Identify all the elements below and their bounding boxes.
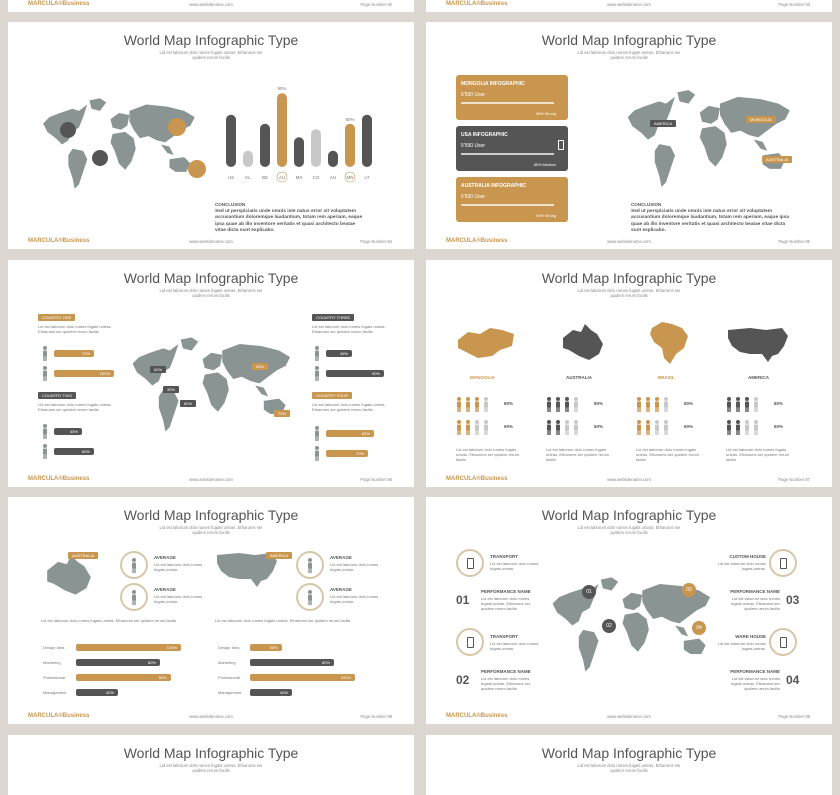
step-number: 02 (456, 673, 470, 687)
info-card-mongolia[interactable] (456, 75, 568, 120)
bar-axis-label: LT (364, 175, 370, 180)
skill-name: Design Idea (218, 645, 240, 650)
ware-house-text: Lid est laborum dolo rumes fugats untras. (717, 641, 766, 651)
url-text: www.websitename.com (189, 714, 233, 719)
bar-axis-label: MX (295, 175, 303, 180)
page-number: Page Number 92 (360, 2, 392, 7)
section-desc: Lid est laborum dolo rumes fugats untras. Etharums ser quidem rerum facilis (215, 618, 351, 623)
perf-text: Lid est laborum dolo rumes fugats untras. Etharums ser quidem rerum facilis (481, 676, 531, 691)
card-status: 65% Medium (533, 163, 556, 167)
person-icon (546, 397, 553, 412)
bar-axis-label: AU (329, 175, 337, 180)
person-icon (645, 397, 652, 412)
perf-name: PERFORMANCE NAME (730, 589, 780, 594)
slide-87[interactable] (426, 260, 832, 487)
perf-name: PERFORMANCE NAME (730, 669, 780, 674)
country-desc: Lid est laborum dolo rumes fugats untras. Etharums ser quidem rerum facilis (456, 447, 519, 462)
slide-title: World Map Infographic Type (541, 270, 717, 286)
group-tag: COUNTRY THREE (312, 314, 354, 321)
country-name: AMERICA (748, 375, 769, 380)
slide-title: World Map Infographic Type (123, 32, 299, 48)
map-marker (92, 150, 108, 166)
slide-subtitle: Lid est laborum dolo rumes fugats untras. Etharums ser quidem rerum facilis (577, 288, 681, 298)
group-desc: Lid est laborum dolo rumes fugats untras. Etharums ser quidem rerum facilis (312, 324, 386, 334)
step-number: 03 (786, 593, 800, 607)
australia-shape (559, 320, 607, 364)
map-pin: 60% (150, 366, 166, 373)
map-pin: 80% (180, 400, 196, 407)
card-title: USA INFOGRAPHIC (461, 132, 508, 138)
url-text: www.websitename.com (607, 477, 651, 482)
person-icon (314, 346, 321, 361)
person-icon (474, 420, 481, 435)
map-marker: 03 (682, 583, 696, 597)
person-icon (573, 420, 580, 435)
avatar-ring (296, 583, 324, 611)
bar-mx (294, 137, 304, 167)
step-number: 04 (786, 673, 800, 687)
people-percent: 60% (774, 424, 784, 429)
transport-icon-ring (456, 628, 484, 656)
skill-name: Design Idea (43, 645, 65, 650)
card-users: 5'590 User (461, 143, 486, 149)
person-icon (314, 446, 321, 461)
people-percent: 60% (684, 424, 694, 429)
slide-89[interactable] (426, 497, 832, 724)
bar-chart (222, 72, 382, 187)
average-label: AVERAGE (330, 555, 352, 560)
average-label: AVERAGE (154, 587, 176, 592)
conclusion-title: CONCLUSION (631, 202, 662, 207)
brazil-shape (648, 318, 690, 366)
person-icon (42, 444, 49, 459)
america-shape (726, 324, 792, 364)
slide-bottom-left[interactable] (8, 735, 414, 795)
people-percent: 80% (684, 401, 694, 406)
slide-title: World Map Infographic Type (123, 507, 299, 523)
person-icon (555, 420, 562, 435)
group-desc: Lid est laborum dolo rumes fugats untras. Etharums ser quidem rerum facilis (38, 324, 112, 334)
avatar-ring (120, 551, 148, 579)
page-number: Page Number 93 (778, 2, 810, 7)
person-icon (753, 397, 760, 412)
percent-bar: 90% (326, 370, 384, 377)
map-marker (168, 118, 186, 136)
person-icon (573, 397, 580, 412)
person-icon (744, 397, 751, 412)
url-text: www.websitename.com (607, 2, 651, 7)
bar-au (328, 151, 338, 167)
perf-text: Lid est laborum dolo rumes fugats untras. Etharums ser quidem rerum facilis (481, 596, 531, 611)
person-icon (555, 397, 562, 412)
page-number: Page Number 88 (360, 714, 392, 719)
custom-house-icon-ring (769, 549, 797, 577)
person-icon (42, 424, 49, 439)
country-name: MONGOLIA (470, 375, 495, 380)
person-icon (314, 366, 321, 381)
top-strip-slide-left (8, 0, 414, 12)
person-icon (483, 397, 490, 412)
map-marker: 02 (602, 619, 616, 633)
brand-text: MARCULA®Business (28, 238, 90, 244)
brand-text: MARCULA®Business (28, 713, 90, 719)
slide-subtitle: Lid est laborum dolo rumes fugats untras. Etharums ser quidem rerum facilis (159, 525, 263, 535)
average-text: Lid est laborum dolo rumes fugats untras. (330, 562, 379, 572)
bar-mn (345, 124, 355, 167)
map-tag-australia: AUSTRALIA (762, 156, 792, 163)
transport-icon-ring (456, 549, 484, 577)
average-label: AVERAGE (154, 555, 176, 560)
person-icon (564, 397, 571, 412)
group-tag: COUNTRY FOUR (312, 392, 352, 399)
mongolia-shape (456, 324, 518, 362)
card-status: 90% Strong (536, 214, 556, 218)
bar-us (226, 115, 236, 167)
bar-axis-label: MN (346, 175, 354, 180)
person-icon (654, 420, 661, 435)
person-icon (744, 420, 751, 435)
skill-name: Professional (43, 675, 66, 680)
person-icon (465, 420, 472, 435)
bar-axis-label: CO (312, 175, 320, 180)
person-icon (663, 397, 670, 412)
person-icon (456, 397, 463, 412)
people-percent: 60% (594, 424, 604, 429)
slide-subtitle: Lid est laborum dolo rumes fugats untras. Etharums ser quidem rerum facilis (159, 288, 263, 298)
map-marker: 04 (692, 621, 706, 635)
slide-title: World Map Infographic Type (123, 270, 299, 286)
slide-84[interactable] (8, 22, 414, 249)
ware-house-label: WARE HOUSE (735, 634, 766, 639)
country-name: AUSTRALIA (566, 375, 592, 380)
percent-bar: 65% (326, 430, 374, 437)
person-icon (654, 397, 661, 412)
brand-text: MARCULA®Business (446, 713, 508, 719)
person-icon (465, 397, 472, 412)
slide-86[interactable] (8, 260, 414, 487)
person-icon (645, 420, 652, 435)
percent-bar: 70% (54, 350, 94, 357)
top-strip-slide-right (426, 0, 832, 12)
device-icon (558, 140, 564, 150)
slide-subtitle: Lid est laborum dolo rumes fugats untras. Etharums ser quidem rerum facilis (577, 525, 681, 535)
card-status: 58% Strong (536, 112, 556, 116)
transport-label: TRANSPORT (490, 634, 518, 639)
map-marker: 01 (582, 585, 596, 599)
map-marker (60, 122, 76, 138)
world-map (36, 94, 206, 194)
person-icon (753, 420, 760, 435)
map-pin: 30% (163, 386, 179, 393)
country-desc: Lid est laborum dolo rumes fugats untras. Etharums ser quidem rerum facilis (726, 447, 789, 462)
skill-bar: 100% (250, 674, 355, 681)
card-users: 5'590 User (461, 194, 486, 200)
person-icon (735, 420, 742, 435)
people-percent: 80% (594, 401, 604, 406)
slide-title: World Map Infographic Type (541, 507, 717, 523)
percent-bar: 100% (54, 370, 114, 377)
group-desc: Lid est laborum dolo rumes fugats untras. Etharums ser quidem rerum facilis (38, 402, 112, 412)
card-progress (461, 102, 554, 104)
person-icon (636, 420, 643, 435)
slide-title: World Map Infographic Type (541, 32, 717, 48)
map-tag-america: AMERICA (650, 120, 676, 127)
page-number: Page Number 87 (778, 477, 810, 482)
url-text: www.websitename.com (607, 714, 651, 719)
transport-text: Lid est laborum dolo rumes fugats untras. (490, 561, 539, 571)
url-text: www.websitename.com (607, 239, 651, 244)
slide-85[interactable] (426, 22, 832, 249)
card-progress (461, 204, 554, 206)
page-number: Page Number 86 (360, 477, 392, 482)
average-text: Lid est laborum dolo rumes fugats untras. (154, 562, 203, 572)
skill-name: Management (43, 690, 67, 695)
person-icon (564, 420, 571, 435)
bar-axis-label: KL (245, 175, 251, 180)
world-map (126, 330, 301, 440)
slide-88[interactable] (8, 497, 414, 724)
brand-text: MARCULA®Business (446, 476, 508, 482)
average-text: Lid est laborum dolo rumes fugats untras. (330, 594, 379, 604)
brand-text: MARCULA®Business (28, 476, 90, 482)
bar-axis-label: AU (278, 175, 286, 180)
group-tag: COUNTRY ONE (38, 314, 75, 321)
country-desc: Lid est laborum dolo rumes fugats untras. Etharums ser quidem rerum facilis (636, 447, 699, 462)
slide-title: World Map Infographic Type (123, 745, 299, 761)
person-icon (735, 397, 742, 412)
bar-kl (243, 151, 253, 167)
section-desc: Lid est laborum dolo rumes fugats untras. Etharums ser quidem rerum facilis (41, 618, 177, 623)
custom-house-text: Lid est laborum dolo rumes fugats untras. (717, 561, 766, 571)
url-text: www.websitename.com (189, 477, 233, 482)
group-tag: COUNTRY TWO (38, 392, 76, 399)
group-desc: Lid est laborum dolo rumes fugats untras. Etharums ser quidem rerum facilis (312, 402, 386, 412)
person-icon (314, 426, 321, 441)
skill-bar: 40% (250, 689, 292, 696)
bar-be (260, 124, 270, 167)
percent-bar: 60% (54, 448, 94, 455)
person-icon (483, 420, 490, 435)
skill-name: Professional (218, 675, 241, 680)
person-icon (42, 366, 49, 381)
skill-bar: 80% (76, 659, 160, 666)
conclusion-text: Sed ut perspiciatis unde omnis iste natus error sit voluptatem accusantium doloremque laudantium, totam rem aperiam, eaque ipsa quae ab illo inventore veritatis et quasi architecto beatae vitae dicta sunt explicabo. (631, 209, 790, 234)
conclusion-text: Sed ut perspiciatis unde omnis iste natus error sit voluptatem accusantium doloremque laudantium, totam rem aperiam, eaque ipsa quae ab illo inventore veritatis et quasi architecto beatae vitae dicta sunt explicabo. (215, 209, 363, 234)
person-icon (726, 420, 733, 435)
skill-bar: 40% (76, 689, 118, 696)
skill-bar: 30% (250, 644, 282, 651)
country-name: BRAZIL (658, 375, 675, 380)
page-number: Page Number 89 (778, 714, 810, 719)
bar-value-label: 90% (277, 86, 287, 92)
slide-subtitle: Lid est laborum dolo rumes fugats untras. Etharums ser quidem rerum facilis (577, 50, 681, 60)
slide-subtitle: Lid est laborum dolo rumes fugats untras. Etharums ser quidem rerum facilis (159, 50, 263, 60)
card-users: 5'590 User (461, 92, 486, 98)
avatar-ring (120, 583, 148, 611)
people-percent: 60% (504, 424, 514, 429)
skill-bar: 90% (76, 674, 171, 681)
america-tag: AMERICA (266, 552, 292, 559)
custom-house-label: CUSTOM HOUSE (729, 554, 766, 559)
world-map (621, 84, 801, 194)
perf-text: Lid est laborum dolo rumes fugats untras. Etharums ser quidem rerum facilis (730, 596, 780, 611)
bar-axis-label: BE (261, 175, 269, 180)
bar-axis-label: US (227, 175, 235, 180)
skill-name: Marketing (218, 660, 236, 665)
slide-bottom-right[interactable] (426, 735, 832, 795)
transport-text: Lid est laborum dolo rumes fugats untras. (490, 641, 539, 651)
info-card-usa[interactable] (456, 126, 568, 171)
brand-text: MARCULA®Business (446, 1, 508, 7)
map-tag-mongolia: MONGOLIA (746, 116, 776, 123)
bar-au (277, 93, 287, 167)
percent-bar: 45% (54, 428, 82, 435)
page-number: Page Number 84 (360, 239, 392, 244)
skill-bar: 100% (76, 644, 181, 651)
skill-name: Marketing (43, 660, 61, 665)
map-marker (188, 160, 206, 178)
percent-bar: 45% (326, 350, 352, 357)
url-text: www.websitename.com (189, 239, 233, 244)
slide-subtitle: Lid est laborum dolo rumes fugats untras. Etharums ser quidem rerum facilis (577, 763, 681, 773)
skill-name: Management (218, 690, 242, 695)
slide-title: World Map Infographic Type (541, 745, 717, 761)
slide-subtitle: Lid est laborum dolo rumes fugats untras. Etharums ser quidem rerum facilis (159, 763, 263, 773)
person-icon (42, 346, 49, 361)
brand-text: MARCULA®Business (446, 238, 508, 244)
avatar-ring (296, 551, 324, 579)
card-progress (461, 153, 554, 155)
people-percent: 80% (504, 401, 514, 406)
bar-co (311, 129, 321, 167)
percent-bar: 70% (326, 450, 368, 457)
perf-text: Lid est laborum dolo rumes fugats untras. Etharums ser quidem rerum facilis (730, 676, 780, 691)
skill-bar: 80% (250, 659, 334, 666)
person-icon (546, 420, 553, 435)
card-title: MONGOLIA INFOGRAPHIC (461, 81, 525, 87)
person-icon (636, 397, 643, 412)
url-text: www.websitename.com (189, 2, 233, 7)
step-number: 01 (456, 593, 470, 607)
perf-name: PERFORMANCE NAME (481, 589, 531, 594)
people-percent: 80% (774, 401, 784, 406)
brand-text: MARCULA®Business (28, 1, 90, 7)
card-title: AUSTRALIA INFOGRAPHIC (461, 183, 527, 189)
person-icon (456, 420, 463, 435)
person-icon (474, 397, 481, 412)
perf-name: PERFORMANCE NAME (481, 669, 531, 674)
australia-tag: AUSTRALIA (68, 552, 98, 559)
ware-house-icon-ring (769, 628, 797, 656)
conclusion-title: CONCLUSION (215, 202, 246, 207)
person-icon (663, 420, 670, 435)
map-pin: 70% (274, 410, 290, 417)
transport-label: TRANSPORT (490, 554, 518, 559)
bar-value-label: 60% (345, 116, 355, 122)
page-number: Page Number 85 (778, 239, 810, 244)
average-label: AVERAGE (330, 587, 352, 592)
average-text: Lid est laborum dolo rumes fugats untras. (154, 594, 203, 604)
bar-lt (362, 115, 372, 167)
country-desc: Lid est laborum dolo rumes fugats untras. Etharums ser quidem rerum facilis (546, 447, 609, 462)
map-pin: 65% (252, 363, 268, 370)
person-icon (726, 397, 733, 412)
info-card-australia[interactable] (456, 177, 568, 222)
